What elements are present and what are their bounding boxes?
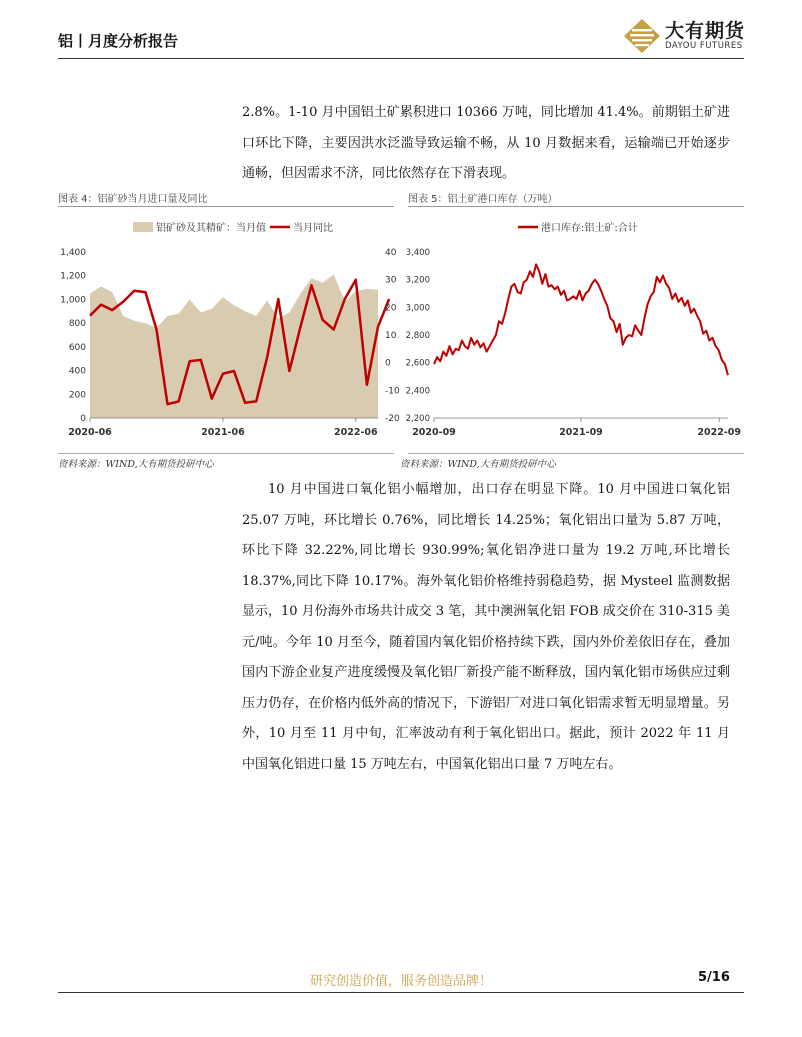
- chart4-x-tick-label: 2020-06: [68, 427, 112, 438]
- chart4-x-tick-label: 2021-06: [201, 427, 245, 438]
- figure4-caption-rule: [58, 206, 394, 207]
- chart5-legend-label: 港口库存:铝土矿:合计: [541, 223, 638, 234]
- chart5-y-tick-label: 2,400: [405, 386, 430, 397]
- chart4-right-tick-label: -20: [385, 414, 400, 424]
- company-logo: [623, 16, 753, 56]
- chart5-inventory-line-series: [434, 264, 728, 375]
- chart5-y-tick-label: 2,200: [405, 414, 430, 424]
- chart5-y-tick-label: 3,400: [405, 248, 430, 258]
- chart4-area-series: [90, 275, 378, 419]
- logo-english-name: DAYOU FUTURES: [665, 41, 743, 51]
- chart4-legend-line-label: 当月同比: [293, 223, 333, 234]
- chart4-left-tick-label: 800: [68, 319, 86, 330]
- footer-divider: [58, 992, 744, 993]
- chart5-x-tick-label: 2021-09: [559, 427, 603, 438]
- figure4-source-rule: [58, 453, 394, 454]
- chart4-left-tick-label: 600: [68, 342, 86, 353]
- chart4-left-tick-label: 200: [68, 390, 86, 401]
- chart-bauxite-monthly-imports: [58, 210, 398, 445]
- figure4-source: 资料来源：WIND,大有期货投研中心: [58, 459, 214, 470]
- paragraph-bauxite-imports: 2.8%。1-10 月中国铝土矿累积进口 10366 万吨，同比增加 41.4%。前期铝土矿进口环比下降，主要因洪水泛滥导致运输不畅，从 10 月数据来看，运输端已开始逐步通畅，但因需求不济，同比依然存在下滑表现。: [242, 105, 730, 181]
- logo-chinese-name: 大有期货: [665, 20, 746, 42]
- logo-diamond-icon: [623, 18, 661, 54]
- chart4-right-tick-label: 30: [385, 275, 397, 286]
- chart4-left-tick-label: 1,400: [60, 248, 86, 258]
- report-header-title: 铝丨月度分析报告: [58, 32, 179, 50]
- figure5-caption: 图表 5：铝土矿港口库存（万吨）: [408, 194, 558, 205]
- chart5-legend: [518, 221, 638, 234]
- chart4-left-tick-label: 400: [68, 366, 86, 377]
- chart4-x-tick-label: 2022-06: [334, 427, 378, 438]
- chart4-legend: [133, 221, 333, 234]
- chart4-right-tick-label: 10: [385, 331, 397, 341]
- chart4-legend-area-swatch: [133, 222, 153, 232]
- chart-bauxite-port-inventory: [405, 210, 748, 445]
- chart4-right-tick-label: 0: [385, 358, 391, 369]
- footer-slogan: 研究创造价值，服务创造品牌！: [309, 974, 492, 989]
- figure5-caption-rule: [408, 206, 744, 207]
- page-number: 5/16: [698, 970, 730, 985]
- chart5-y-tick-label: 2,600: [405, 358, 430, 369]
- chart4-left-tick-label: 1,000: [60, 295, 86, 306]
- paragraph-alumina-trade: 10 月中国进口氧化铝小幅增加，出口存在明显下降。10 月中国进口氧化铝 25.07 万吨，环比增长 0.76%，同比增长 14.25%；氧化铝出口量为 5.87 万吨，环比下降 32.22%,同比增长 930.99%;氧化铝净进口量为 19.2 万吨,环比增长 18.37%,同比下降 10.17%。海外氧化铝价格维持弱稳趋势，据 Mysteel 监测数据显示，10 月份海外市场共计成交 3 笔，其中澳洲氧化铝 FOB 成交价在 310-315 美元/吨。今年 10 月至今，随着国内氧化铝价格持续下跌，国内外价差依旧存在，叠加国内下游企业复产进度缓慢及氧化铝厂新投产能不断释放，国内氧化铝市场供应过剩压力仍存，在价格内低外高的情况下，下游铝厂对进口氧化铝需求暂无明显增量。另外，10 月至 11 月中旬，汇率波动有利于氧化铝出口。据此，预计 2022 年 11 月中国氧化铝进口量 15 万吨左右，中国氧化铝出口量 7 万吨左右。: [242, 482, 730, 772]
- chart5-x-tick-label: 2022-09: [697, 427, 741, 438]
- chart5-x-tick-label: 2020-09: [412, 427, 456, 438]
- figure5-source: 资料来源：WIND,大有期货投研中心: [400, 459, 556, 470]
- chart4-right-tick-label: -10: [385, 386, 400, 397]
- chart4-right-tick-label: 20: [385, 303, 397, 314]
- figure4-caption: 图表 4：铝矿砂当月进口量及同比: [58, 194, 208, 205]
- chart5-y-tick-label: 2,800: [405, 331, 430, 341]
- chart4-legend-area-label: 铝矿砂及其精矿：当月值: [156, 223, 266, 234]
- header-divider: [58, 58, 744, 59]
- chart4-right-tick-label: 40: [385, 248, 397, 258]
- chart5-y-tick-label: 3,200: [405, 275, 430, 286]
- figure5-source-rule: [408, 453, 744, 454]
- chart4-left-tick-label: 0: [80, 414, 86, 424]
- chart5-y-tick-label: 3,000: [405, 303, 430, 314]
- chart4-left-tick-label: 1,200: [60, 271, 86, 282]
